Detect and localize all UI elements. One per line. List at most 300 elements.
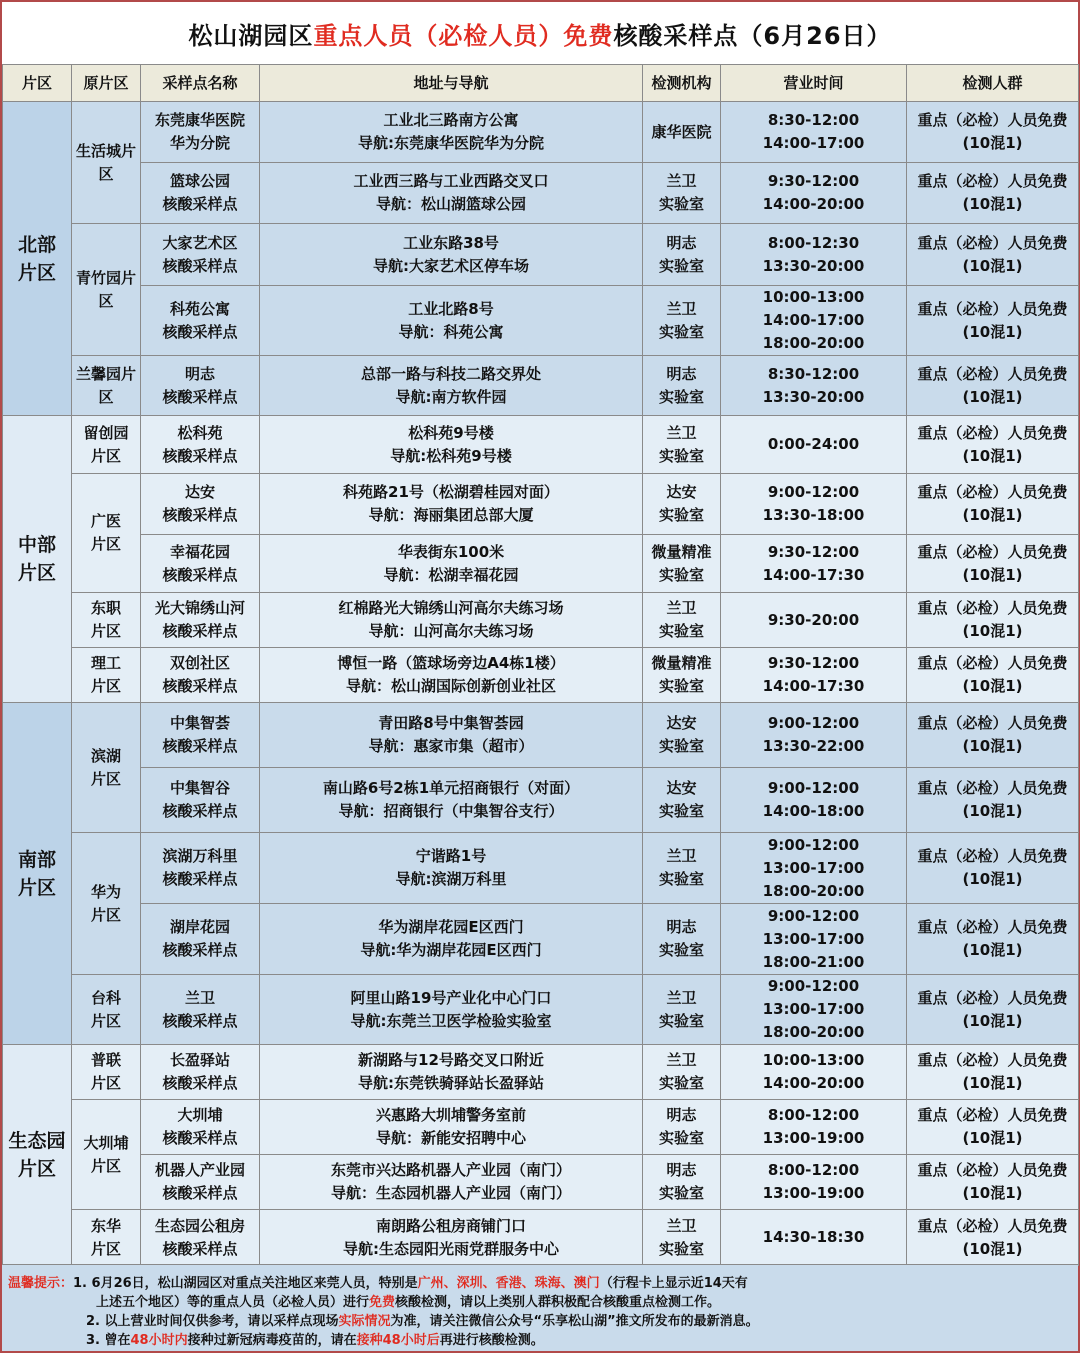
hours-cell xyxy=(721,1045,907,1100)
testing-org-cell xyxy=(643,593,721,648)
zone-cell-line: 片区 xyxy=(17,562,56,584)
hours-cell-line: 9:00-12:00 xyxy=(767,835,860,854)
hours-cell-line: 8:30-12:00 xyxy=(767,364,860,383)
testing-org-cell-line: 实验室 xyxy=(658,1074,704,1092)
hours-cell-line: 9:00-12:00 xyxy=(767,483,860,501)
address-cell-line: 科苑路21号（松湖碧桂园对面） xyxy=(343,483,559,501)
site-name-cell xyxy=(141,102,260,163)
target-group-cell-line: 重点（必检）人员免费 xyxy=(917,599,1068,617)
address-cell xyxy=(260,904,643,975)
address-cell xyxy=(260,1210,643,1266)
testing-org-cell xyxy=(643,975,721,1045)
table-row xyxy=(3,833,1079,904)
address-cell-line: 阿里山路19号产业化中心门口 xyxy=(350,988,552,1007)
hours-cell-line: 14:00-20:00 xyxy=(762,1074,865,1092)
header-site-name: 采样点名称 xyxy=(141,65,260,102)
original-zone-cell-line: 广医 xyxy=(90,512,121,530)
testing-org-cell-line: 明志 xyxy=(666,1161,697,1179)
testing-org-cell xyxy=(643,1045,721,1100)
address-cell xyxy=(260,286,643,356)
target-group-cell-line: (10混1) xyxy=(962,1129,1023,1147)
site-name-cell xyxy=(141,286,260,356)
site-name-cell-line: 核酸采样点 xyxy=(162,195,238,213)
address-cell xyxy=(260,163,643,224)
testing-org-cell-line: 康华医院 xyxy=(651,122,712,141)
address-cell-line: 导航:华为湖岸花园E区西门 xyxy=(360,941,542,959)
address-cell-line: 东莞市兴达路机器人产业园（南门） xyxy=(330,1161,571,1179)
hours-cell xyxy=(721,833,907,904)
site-name-cell xyxy=(141,163,260,224)
target-group-cell-line: 重点（必检）人员免费 xyxy=(917,654,1068,672)
testing-org-cell-line: 实验室 xyxy=(658,195,704,213)
hours-cell-line: 14:00-17:00 xyxy=(762,311,865,329)
address-cell xyxy=(260,224,643,286)
address-cell-line: 导航:东莞兰卫医学检验实验室 xyxy=(350,1011,552,1030)
target-group-cell-line: 重点（必检）人员免费 xyxy=(917,111,1068,129)
table-header-row xyxy=(3,65,1079,102)
target-group-cell xyxy=(907,833,1079,904)
site-name-cell-line: 核酸采样点 xyxy=(162,256,238,275)
hours-cell-line: 9:30-12:00 xyxy=(767,654,860,672)
header-address: 地址与导航 xyxy=(260,65,643,102)
hours-cell-line: 14:00-18:00 xyxy=(762,802,865,820)
zone-cell-line: 生态园 xyxy=(8,1130,66,1152)
hours-cell-line: 10:00-13:00 xyxy=(762,1051,865,1069)
address-cell-line: 导航：松山湖篮球公园 xyxy=(375,195,526,213)
tip-4a: 3. 曾在 xyxy=(86,1333,131,1348)
target-group-cell-line: 重点（必检）人员免费 xyxy=(917,1216,1068,1235)
original-zone-cell xyxy=(72,593,141,648)
hours-cell-line: 14:00-17:30 xyxy=(762,565,865,584)
target-group-cell xyxy=(907,416,1079,474)
site-name-cell xyxy=(141,1100,260,1155)
hours-cell xyxy=(721,904,907,975)
address-cell xyxy=(260,593,643,648)
target-group-cell xyxy=(907,535,1079,593)
site-name-cell-line: 核酸采样点 xyxy=(162,677,238,695)
original-zone-cell xyxy=(72,1210,141,1266)
site-name-cell xyxy=(141,833,260,904)
testing-org-cell-line: 明志 xyxy=(666,233,697,252)
testing-org-cell-line: 实验室 xyxy=(658,941,704,959)
testing-org-cell xyxy=(643,474,721,535)
original-zone-cell-line: 青竹园片 xyxy=(75,268,136,287)
site-name-cell xyxy=(141,356,260,416)
table-row xyxy=(3,703,1079,768)
testing-org-cell xyxy=(643,224,721,286)
hours-cell-line: 9:00-12:00 xyxy=(767,714,860,732)
testing-org-cell-line: 实验室 xyxy=(658,870,704,888)
site-name-cell-line: 科苑公寓 xyxy=(169,299,230,318)
sampling-sites-table xyxy=(2,64,1079,1266)
tips-label: 温馨提示： xyxy=(8,1276,74,1291)
header-hours: 营业时间 xyxy=(721,65,907,102)
address-cell-line: 华为湖岸花园E区西门 xyxy=(378,918,524,936)
table-row xyxy=(3,1100,1079,1155)
zone-cell-line: 中部 xyxy=(17,534,56,556)
header-zone: 片区 xyxy=(3,65,72,102)
site-name-cell-line: 中集智谷 xyxy=(169,779,230,797)
title-highlight: 重点人员（必检人员）免费 xyxy=(313,21,614,50)
address-cell-line: 青田路8号中集智荟园 xyxy=(378,714,524,732)
testing-org-cell-line: 实验室 xyxy=(658,1184,704,1202)
hours-cell xyxy=(721,356,907,416)
target-group-cell-line: (10混1) xyxy=(962,1011,1023,1030)
site-name-cell-line: 核酸采样点 xyxy=(162,565,238,584)
target-group-cell-line: 重点（必检）人员免费 xyxy=(917,1051,1068,1069)
original-zone-cell xyxy=(72,975,141,1045)
target-group-cell xyxy=(907,102,1079,163)
site-name-cell-line: 核酸采样点 xyxy=(162,870,238,888)
testing-org-cell-line: 实验室 xyxy=(658,1129,704,1147)
testing-org-cell xyxy=(643,416,721,474)
tip-4b: 接种过新冠病毒疫苗的，请在 xyxy=(187,1333,357,1348)
original-zone-cell-line: 华为 xyxy=(90,882,121,901)
target-group-cell-line: (10混1) xyxy=(962,870,1023,888)
header-testing-org: 检测机构 xyxy=(643,65,721,102)
testing-org-cell-line: 实验室 xyxy=(658,565,704,584)
testing-org-cell xyxy=(643,286,721,356)
tip-after-48h: 接种48小时后 xyxy=(356,1333,440,1348)
address-cell xyxy=(260,1155,643,1210)
table-row xyxy=(3,593,1079,648)
original-zone-cell-line: 区 xyxy=(98,291,114,310)
target-group-cell-line: 重点（必检）人员免费 xyxy=(917,542,1068,561)
target-group-cell xyxy=(907,474,1079,535)
address-cell xyxy=(260,535,643,593)
site-name-cell-line: 核酸采样点 xyxy=(162,322,238,341)
tip-1-cont xyxy=(8,1293,1072,1312)
address-cell-line: 华表街东100米 xyxy=(397,542,505,561)
testing-org-cell-line: 兰卫 xyxy=(666,423,697,442)
address-cell-line: 工业北三路南方公寓 xyxy=(383,111,519,129)
tip-2 xyxy=(8,1312,1072,1331)
site-name-cell-line: 核酸采样点 xyxy=(162,1011,238,1030)
site-name-cell xyxy=(141,975,260,1045)
site-name-cell-line: 核酸采样点 xyxy=(162,941,238,959)
testing-org-cell-line: 达安 xyxy=(666,483,697,501)
hours-cell-line: 13:00-19:00 xyxy=(762,1129,865,1147)
site-name-cell xyxy=(141,593,260,648)
tip-2b: 核酸检测，请以上类别人群积极配合核酸重点检测工作。 xyxy=(395,1295,721,1310)
site-name-cell-line: 核酸采样点 xyxy=(162,622,238,640)
target-group-cell-line: 重点（必检）人员免费 xyxy=(917,988,1068,1007)
tips-footer xyxy=(2,1264,1078,1351)
table-row xyxy=(3,904,1079,975)
address-cell-line: 新湖路与12号路交叉口附近 xyxy=(358,1051,544,1069)
site-name-cell-line: 中集智荟 xyxy=(169,714,230,732)
testing-org-cell-line: 明志 xyxy=(666,918,697,936)
testing-org-cell-line: 兰卫 xyxy=(666,847,697,865)
site-name-cell-line: 核酸采样点 xyxy=(162,387,238,406)
original-zone-cell-line: 区 xyxy=(98,387,114,406)
target-group-cell-line: 重点（必检）人员免费 xyxy=(917,299,1068,318)
tip-48h: 48小时内 xyxy=(130,1333,188,1348)
original-zone-cell-line: 滨湖 xyxy=(90,746,121,765)
site-name-cell-line: 核酸采样点 xyxy=(162,737,238,755)
testing-org-cell xyxy=(643,833,721,904)
site-name-cell-line: 机器人产业园 xyxy=(154,1161,245,1179)
target-group-cell xyxy=(907,356,1079,416)
zone-cell xyxy=(3,1045,72,1266)
hours-cell-line: 8:30-12:00 xyxy=(767,111,860,129)
table-row xyxy=(3,535,1079,593)
original-zone-cell-line: 东华 xyxy=(90,1216,121,1235)
page-title xyxy=(2,2,1078,65)
original-zone-cell-line: 片区 xyxy=(90,446,121,465)
testing-org-cell-line: 兰卫 xyxy=(666,1051,697,1069)
zone-cell-line: 片区 xyxy=(17,1158,56,1180)
target-group-cell xyxy=(907,163,1079,224)
table-row xyxy=(3,416,1079,474)
address-cell-line: 导航：松湖幸福花园 xyxy=(383,565,519,584)
target-group-cell-line: 重点（必检）人员免费 xyxy=(917,233,1068,252)
testing-org-cell xyxy=(643,703,721,768)
tip-actual: 实际情况 xyxy=(338,1314,391,1329)
hours-cell-line: 13:30-18:00 xyxy=(762,506,865,524)
address-cell-line: 兴惠路大圳埔警务室前 xyxy=(375,1106,526,1124)
address-cell-line: 导航:东莞康华医院华为分院 xyxy=(358,134,544,152)
site-name-cell-line: 核酸采样点 xyxy=(162,1184,238,1202)
original-zone-cell-line: 兰馨园片 xyxy=(75,364,136,383)
address-cell-line: 导航：惠家市集（超市） xyxy=(368,737,534,755)
target-group-cell-line: (10混1) xyxy=(962,677,1023,695)
address-cell-line: 导航:滨湖万科里 xyxy=(395,870,507,888)
target-group-cell-line: (10混1) xyxy=(962,1074,1023,1092)
tip-3a: 2. 以上营业时间仅供参考，请以采样点现场 xyxy=(86,1314,339,1329)
site-name-cell-line: 生态园公租房 xyxy=(154,1216,245,1235)
tip-3 xyxy=(8,1331,1072,1350)
hours-cell-line: 8:00-12:00 xyxy=(767,1106,860,1124)
target-group-cell xyxy=(907,593,1079,648)
target-group-cell-line: (10混1) xyxy=(962,195,1023,213)
table-row xyxy=(3,768,1079,833)
hours-cell-line: 13:30-20:00 xyxy=(762,387,865,406)
address-cell-line: 工业西三路与工业西路交叉口 xyxy=(353,172,549,190)
hours-cell xyxy=(721,102,907,163)
address-cell-line: 导航：山河高尔夫练习场 xyxy=(368,622,534,640)
original-zone-cell xyxy=(72,1045,141,1100)
hours-cell xyxy=(721,768,907,833)
original-zone-cell-line: 普联 xyxy=(90,1051,121,1069)
site-name-cell-line: 大家艺术区 xyxy=(162,233,238,252)
address-cell-line: 导航：海丽集团总部大厦 xyxy=(368,506,534,524)
address-cell-line: 导航：招商银行（中集智谷支行） xyxy=(338,802,564,820)
hours-cell xyxy=(721,703,907,768)
site-name-cell-line: 核酸采样点 xyxy=(162,1074,238,1092)
original-zone-cell xyxy=(72,1100,141,1210)
testing-org-cell-line: 兰卫 xyxy=(666,599,697,617)
testing-org-cell-line: 实验室 xyxy=(658,677,704,695)
testing-org-cell-line: 兰卫 xyxy=(666,299,697,318)
site-name-cell xyxy=(141,1210,260,1266)
table-row xyxy=(3,224,1079,286)
testing-org-cell xyxy=(643,1210,721,1266)
address-cell xyxy=(260,474,643,535)
original-zone-cell xyxy=(72,102,141,224)
testing-org-cell-line: 实验室 xyxy=(658,1239,704,1258)
original-zone-cell-line: 留创园 xyxy=(83,423,129,442)
hours-cell xyxy=(721,648,907,703)
target-group-cell-line: 重点（必检）人员免费 xyxy=(917,172,1068,190)
target-group-cell-line: (10混1) xyxy=(962,256,1023,275)
table-row xyxy=(3,356,1079,416)
testing-org-cell xyxy=(643,535,721,593)
target-group-cell-line: (10混1) xyxy=(962,506,1023,524)
hours-cell xyxy=(721,1210,907,1266)
hours-cell-line: 9:00-12:00 xyxy=(767,906,860,925)
original-zone-cell-line: 片区 xyxy=(90,677,121,695)
hours-cell-line: 9:30-20:00 xyxy=(767,610,860,629)
site-name-cell-line: 光大锦绣山河 xyxy=(154,599,245,617)
hours-cell xyxy=(721,224,907,286)
zone-cell-line: 北部 xyxy=(17,233,56,256)
address-cell-line: 博恒一路（篮球场旁边A4栋1楼） xyxy=(337,654,565,672)
target-group-cell-line: (10混1) xyxy=(962,622,1023,640)
target-group-cell-line: (10混1) xyxy=(962,1239,1023,1258)
original-zone-cell-line: 片区 xyxy=(90,769,121,788)
site-name-cell-line: 双创社区 xyxy=(169,654,230,672)
site-name-cell xyxy=(141,1155,260,1210)
testing-org-cell-line: 微量精准 xyxy=(651,542,712,561)
target-group-cell-line: 重点（必检）人员免费 xyxy=(917,483,1068,501)
header-target-group: 检测人群 xyxy=(907,65,1079,102)
tip-3b: 为准，请关注微信公众号“乐享松山湖”推文所发布的最新消息。 xyxy=(390,1314,759,1329)
site-name-cell-line: 篮球公园 xyxy=(169,172,230,190)
testing-org-cell-line: 兰卫 xyxy=(666,1216,697,1235)
site-name-cell-line: 达安 xyxy=(184,483,215,501)
address-cell xyxy=(260,1100,643,1155)
site-name-cell xyxy=(141,703,260,768)
address-cell-line: 松科苑9号楼 xyxy=(408,423,494,442)
target-group-cell-line: (10混1) xyxy=(962,1184,1023,1202)
testing-org-cell-line: 实验室 xyxy=(658,256,704,275)
target-group-cell-line: 重点（必检）人员免费 xyxy=(917,364,1068,383)
target-group-cell-line: (10混1) xyxy=(962,322,1023,341)
hours-cell xyxy=(721,416,907,474)
testing-org-cell-line: 实验室 xyxy=(658,322,704,341)
original-zone-cell-line: 片区 xyxy=(90,1074,121,1092)
address-cell xyxy=(260,356,643,416)
testing-org-cell-line: 实验室 xyxy=(658,737,704,755)
site-name-cell-line: 华为分院 xyxy=(169,134,230,152)
target-group-cell-line: 重点（必检）人员免费 xyxy=(917,847,1068,865)
original-zone-cell xyxy=(72,474,141,593)
address-cell-line: 红棉路光大锦绣山河高尔夫练习场 xyxy=(338,599,564,617)
original-zone-cell-line: 台科 xyxy=(90,988,121,1007)
testing-org-cell xyxy=(643,648,721,703)
testing-org-cell-line: 达安 xyxy=(666,714,697,732)
address-cell-line: 总部一路与科技二路交界处 xyxy=(360,364,541,383)
testing-org-cell-line: 实验室 xyxy=(658,387,704,406)
site-name-cell xyxy=(141,416,260,474)
table-row xyxy=(3,1155,1079,1210)
hours-cell xyxy=(721,474,907,535)
hours-cell xyxy=(721,1155,907,1210)
table-row xyxy=(3,975,1079,1045)
address-cell-line: 导航:松科苑9号楼 xyxy=(390,446,512,465)
hours-cell-line: 13:30-20:00 xyxy=(762,256,865,275)
target-group-cell-line: 重点（必检）人员免费 xyxy=(917,423,1068,442)
address-cell xyxy=(260,768,643,833)
site-name-cell xyxy=(141,224,260,286)
target-group-cell xyxy=(907,1210,1079,1266)
site-name-cell-line: 松科苑 xyxy=(177,423,223,442)
tip-4c: 再进行核酸检测。 xyxy=(439,1333,544,1348)
original-zone-cell-line: 片区 xyxy=(90,1011,121,1030)
original-zone-cell xyxy=(72,833,141,975)
target-group-cell xyxy=(907,1155,1079,1210)
zone-cell xyxy=(3,703,72,1045)
site-name-cell-line: 核酸采样点 xyxy=(162,1239,238,1258)
target-group-cell-line: (10混1) xyxy=(962,134,1023,152)
original-zone-cell-line: 生活城片 xyxy=(75,141,136,160)
address-cell-line: 南山路6号2栋1单元招商银行（对面） xyxy=(322,779,580,797)
testing-org-cell-line: 明志 xyxy=(666,364,697,383)
site-name-cell xyxy=(141,648,260,703)
target-group-cell-line: 重点（必检）人员免费 xyxy=(917,1106,1068,1124)
target-group-cell xyxy=(907,1045,1079,1100)
hours-cell-line: 8:00-12:30 xyxy=(767,233,860,252)
testing-org-cell-line: 明志 xyxy=(666,1106,697,1124)
testing-org-cell xyxy=(643,1100,721,1155)
target-group-cell xyxy=(907,1100,1079,1155)
hours-cell xyxy=(721,593,907,648)
testing-org-cell-line: 兰卫 xyxy=(666,172,697,190)
original-zone-cell-line: 大圳埔 xyxy=(83,1133,129,1152)
address-cell xyxy=(260,833,643,904)
site-name-cell-line: 兰卫 xyxy=(184,988,215,1007)
hours-cell-line: 13:00-17:00 xyxy=(762,929,865,948)
address-cell xyxy=(260,1045,643,1100)
testing-org-cell xyxy=(643,163,721,224)
original-zone-cell xyxy=(72,224,141,356)
site-name-cell xyxy=(141,904,260,975)
table-row xyxy=(3,648,1079,703)
address-cell-line: 导航:东莞铁骑驿站长盈驿站 xyxy=(358,1074,544,1092)
original-zone-cell-line: 片区 xyxy=(90,535,121,553)
table-row xyxy=(3,1045,1079,1100)
header-original-zone: 原片区 xyxy=(72,65,141,102)
original-zone-cell xyxy=(72,356,141,416)
hours-cell xyxy=(721,1100,907,1155)
address-cell xyxy=(260,975,643,1045)
hours-cell-line: 9:30-12:00 xyxy=(767,542,860,561)
site-name-cell-line: 东莞康华医院 xyxy=(154,111,245,129)
hours-cell-line: 13:00-17:00 xyxy=(762,858,865,877)
hours-cell-line: 18:00-20:00 xyxy=(762,881,865,900)
target-group-cell-line: (10混1) xyxy=(962,737,1023,755)
original-zone-cell-line: 片区 xyxy=(90,622,121,640)
original-zone-cell xyxy=(72,648,141,703)
hours-cell-line: 9:30-12:00 xyxy=(767,172,860,190)
hours-cell-line: 14:00-17:00 xyxy=(762,134,865,152)
testing-org-cell-line: 实验室 xyxy=(658,446,704,465)
address-cell-line: 导航：新能安招聘中心 xyxy=(375,1129,526,1147)
site-name-cell-line: 核酸采样点 xyxy=(162,446,238,465)
target-group-cell xyxy=(907,224,1079,286)
target-group-cell xyxy=(907,768,1079,833)
site-name-cell-line: 核酸采样点 xyxy=(162,802,238,820)
testing-org-cell xyxy=(643,356,721,416)
hours-cell-line: 0:00-24:00 xyxy=(767,435,860,453)
address-cell-line: 工业北路8号 xyxy=(408,299,494,318)
site-name-cell-line: 幸福花园 xyxy=(169,542,230,561)
original-zone-cell-line: 理工 xyxy=(90,654,121,672)
hours-cell xyxy=(721,163,907,224)
target-group-cell-line: (10混1) xyxy=(962,802,1023,820)
tip-1a: 1. 6月26日，松山湖园区对重点关注地区来莞人员，特别是 xyxy=(73,1276,418,1291)
